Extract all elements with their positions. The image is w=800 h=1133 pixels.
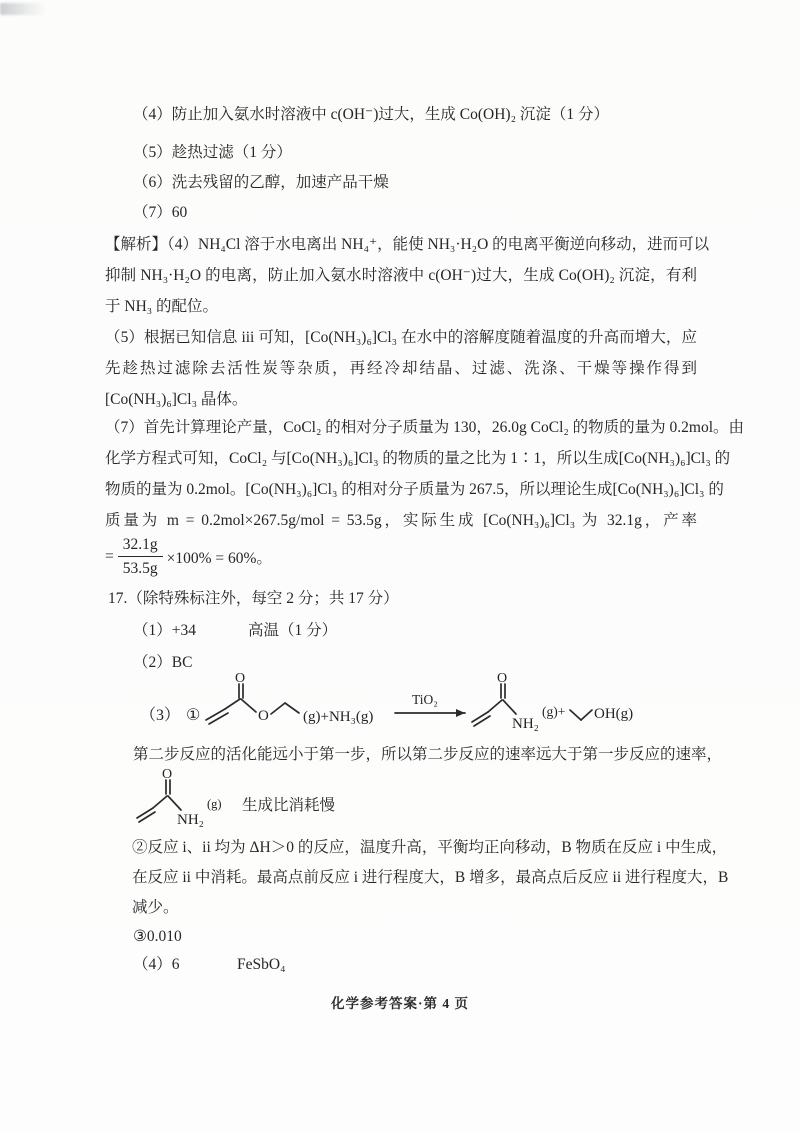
fraction-suffix: ×100% = 60%。 bbox=[166, 549, 272, 567]
acrylamide-structure bbox=[472, 671, 539, 732]
answer-17-1: （1）+34 bbox=[133, 622, 196, 639]
analysis-line-5: 先趁热过滤除去活性炭等杂质，再经冷却结晶、过滤、洗涤、干燥等操作得到 bbox=[105, 360, 697, 377]
analysis-line-7: （7）首先计算理论产量，CoCl₂ 的相对分子质量为 130，26.0g CoCl₂ 的物质的量为 0.2mol。由 bbox=[105, 419, 745, 436]
answer-16-4: （4）防止加入氨水时溶液中 c(OH⁻)过大，生成 Co(OH)₂ 沉淀（1 分） bbox=[133, 106, 609, 123]
answer-17-1-second-blank: 高温（1 分） bbox=[248, 622, 338, 639]
circled-2-line-3: 减少。 bbox=[132, 899, 179, 916]
gas-state-label: (g) bbox=[207, 797, 222, 811]
fraction bbox=[118, 534, 163, 579]
ester-oxygen-label: O bbox=[258, 708, 269, 724]
answer-17-4: （4）6 bbox=[133, 956, 180, 973]
reactant-state-label: (g)+NH₃(g) bbox=[303, 709, 374, 725]
answer-16-5: （5）趁热过滤（1 分） bbox=[133, 144, 292, 161]
analysis-line-9: 物质的量为 0.2mol。[Co(NH₃)₆]Cl₃ 的相对分子质量为 267.5，所以理论生成[Co(NH₃)₆]Cl₃ 的 bbox=[105, 481, 724, 498]
answer-17-3-number: （3） bbox=[140, 707, 181, 724]
analysis-line-8: 化学方程式可知，CoCl₂ 与[Co(NH₃)₆]Cl₃ 的物质的量之比为 1∶1，所以生成[Co(NH₃)₆]Cl₃ 的 bbox=[105, 450, 731, 467]
answer-17-2: （2）BC bbox=[133, 654, 193, 671]
product-state-label: (g)+ bbox=[542, 704, 566, 719]
acrylamide-structure-small bbox=[133, 766, 241, 826]
fraction-equals: = bbox=[105, 547, 114, 565]
carbonyl-oxygen-label: O bbox=[162, 767, 173, 782]
ester-carbonyl-oxygen-label: O bbox=[235, 671, 246, 686]
arrowhead-icon bbox=[456, 709, 465, 717]
analysis-line-3: 于 NH₃ 的配位。 bbox=[105, 298, 219, 315]
page-footer: 化学参考答案·第 4 页 bbox=[330, 996, 469, 1011]
circled-1-label: ① bbox=[186, 707, 201, 724]
circled-2-line-2: 在反应 ii 中消耗。最高点前反应 i 进行程度大，B 增多，最高点后反应 ii 进行程度大，B bbox=[132, 869, 729, 886]
ethanol-structure bbox=[570, 710, 592, 720]
reaction-equation-diagram bbox=[140, 670, 645, 746]
answer-16-7: （7）60 bbox=[133, 204, 188, 221]
analysis-line-2: 抑制 NH₃·H₂O 的电离，防止加入氨水时溶液中 c(OH⁻)过大，生成 Co(OH)₂ 沉淀，有利 bbox=[105, 267, 697, 284]
yield-fraction-equation bbox=[105, 534, 272, 579]
circled-3-answer: ③0.010 bbox=[133, 928, 182, 945]
amide-group-label: NH₂ bbox=[512, 716, 539, 732]
analysis-line-6: [Co(NH₃)₆]Cl₃ 晶体。 bbox=[105, 391, 248, 408]
ethyl-acrylate-structure bbox=[206, 671, 299, 724]
analysis-line-4: （5）根据已知信息 iii 可知，[Co(NH₃)₆]Cl₃ 在水中的溶解度随着温度的升高而增大，应 bbox=[105, 329, 697, 346]
answer-17-4-formula: FeSbO₄ bbox=[237, 956, 286, 973]
scan-artifact bbox=[0, 3, 46, 15]
analysis-line-1: 【解析】（4）NH₄Cl 溶于水电离出 NH₄⁺，能使 NH₃·H₂O 的电离平衡逆向移动，进而可以 bbox=[105, 236, 710, 253]
step-rate-explanation-line: 第二步反应的活化能远小于第一步，所以第二步反应的速率远大于第一步反应的速率， bbox=[133, 746, 723, 763]
amide-carbonyl-oxygen-label: O bbox=[497, 671, 508, 686]
slow-consumption-note: 生成比消耗慢 bbox=[242, 797, 336, 814]
question-17-header: 17.（除特殊标注外，每空 2 分；共 17 分） bbox=[108, 590, 399, 607]
reaction-arrow bbox=[395, 692, 465, 717]
fraction-denominator: 53.5g bbox=[122, 560, 158, 577]
amide-group-label: NH₂ bbox=[177, 812, 204, 828]
ethanol-label: OH(g) bbox=[594, 706, 634, 722]
analysis-line-10: 质量为 m = 0.2mol×267.5g/mol = 53.5g，实际生成 [Co(NH₃)₆]Cl₃ 为 32.1g，产率 bbox=[105, 512, 697, 529]
fraction-numerator: 32.1g bbox=[118, 534, 163, 557]
catalyst-label: TiO₂ bbox=[412, 692, 438, 707]
circled-2-line-1: ②反应 i、ii 均为 ΔH＞0 的反应，温度升高，平衡均正向移动，B 物质在反应 i 中生成， bbox=[132, 839, 728, 856]
answer-16-6: （6）洗去残留的乙醇，加速产品干燥 bbox=[133, 174, 389, 191]
